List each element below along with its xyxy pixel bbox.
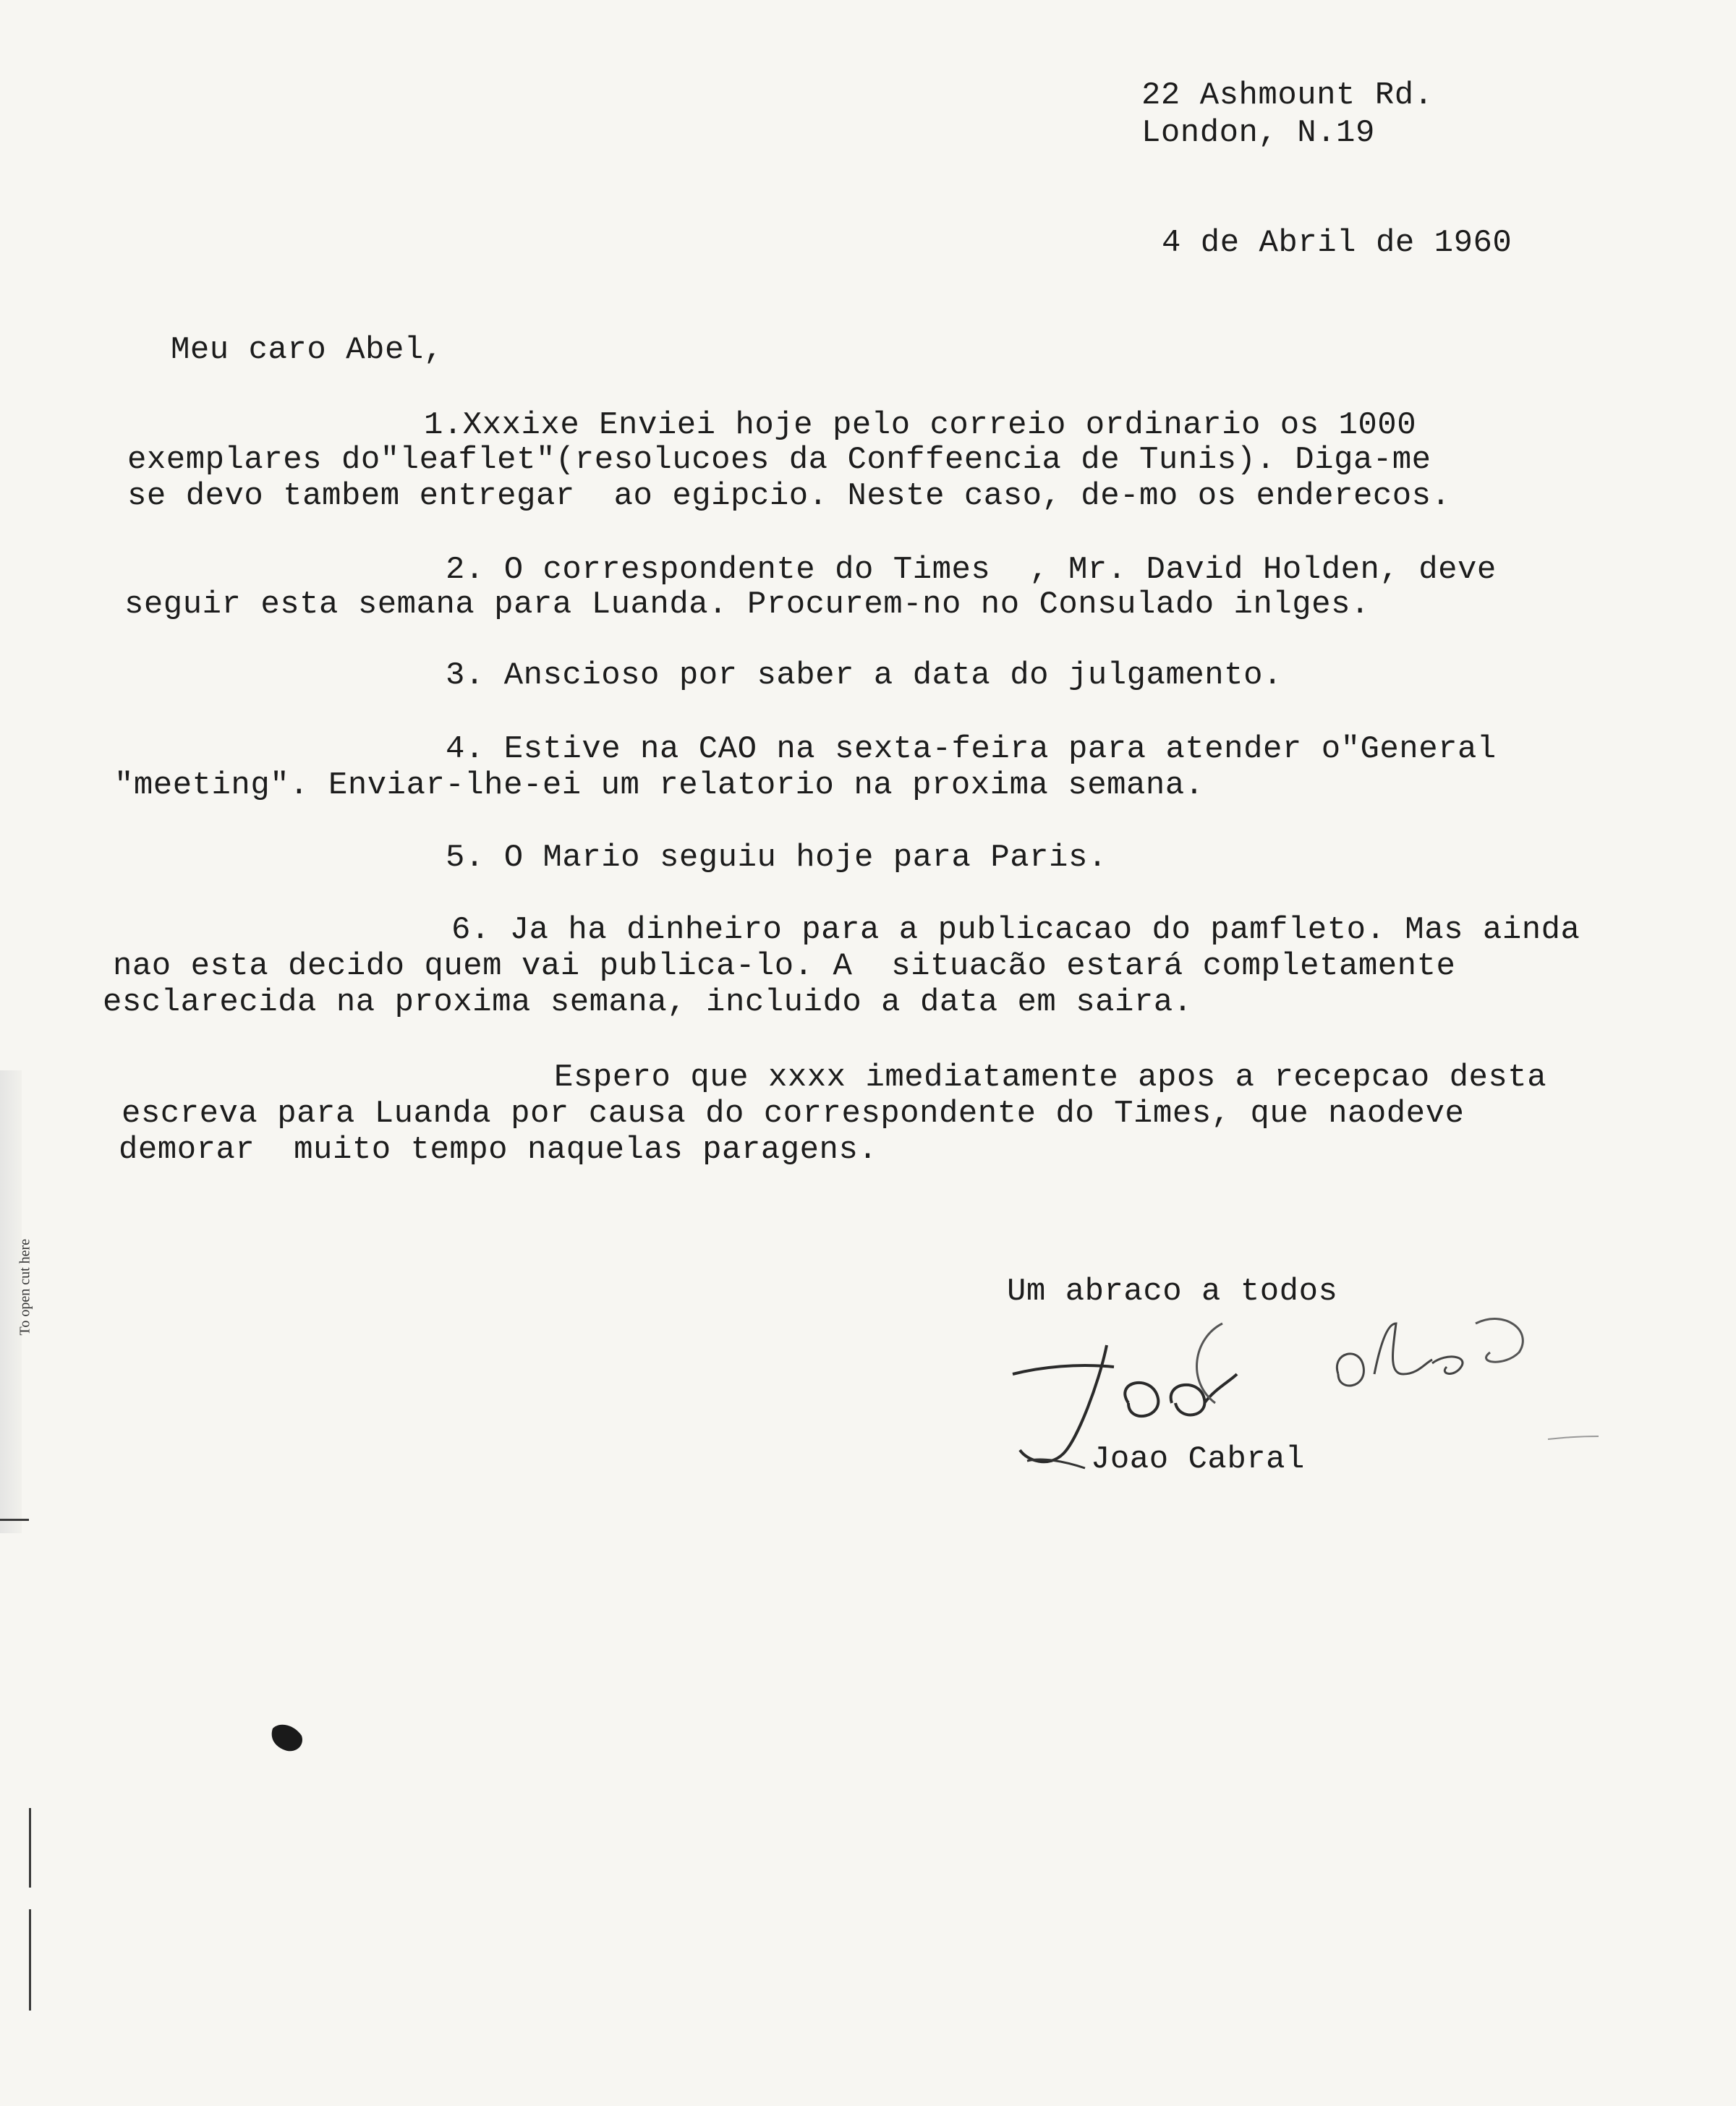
signer-name: Joao Cabral — [1091, 1441, 1305, 1478]
margin-mark — [0, 1519, 29, 1521]
ink-blot — [269, 1721, 305, 1755]
address-line-1: 22 Ashmount Rd. — [1141, 77, 1434, 114]
paragraph-6-line-2: nao esta decido quem vai publica-lo. A situacão estará completamente — [113, 948, 1456, 984]
paragraph-1-line-3: se devo tambem entregar ao egipcio. Neste caso, de-mo os enderecos. — [127, 478, 1451, 514]
paragraph-2-line-2: seguir esta semana para Luanda. Procurem-no no Consulado inlges. — [124, 587, 1370, 623]
address-line-2: London, N.19 — [1141, 115, 1375, 151]
margin-cut-note: To open cut here — [17, 1238, 33, 1336]
paragraph-6-line-3: esclarecida na proxima semana, incluido a data em saira. — [103, 984, 1193, 1020]
paragraph-7-line-2: escreva para Luanda por causa do correspondente do Times, que naodeve — [122, 1096, 1465, 1132]
paragraph-2-line-1: 2. O correspondente do Times , Mr. David Holden, deve — [446, 552, 1497, 588]
paragraph-5-line-1: 5. O Mario seguiu hoje para Paris. — [446, 840, 1107, 876]
paragraph-1-line-1: 1.Xxxixe Enviei hoje pelo correio ordinario os 1000 — [424, 407, 1417, 443]
margin-mark — [29, 1808, 31, 1888]
paragraph-6-line-1: 6. Ja ha dinheiro para a publicacao do pamfleto. Mas ainda — [451, 912, 1580, 948]
letter-date: 4 de Abril de 1960 — [1162, 225, 1512, 261]
paragraph-3-line-1: 3. Anscioso por saber a data do julgamento. — [446, 657, 1282, 694]
closing: Um abraco a todos — [1007, 1274, 1338, 1310]
margin-mark — [29, 1909, 31, 2011]
paragraph-1-line-2: exemplares do"leaflet"(resolucoes da Conffeencia de Tunis). Diga-me — [127, 442, 1431, 478]
paragraph-4-line-1: 4. Estive na CAO na sexta-feira para atender o"General — [446, 731, 1497, 767]
salutation: Meu caro Abel, — [171, 332, 443, 368]
paragraph-7-line-3: demorar muito tempo naquelas paragens. — [119, 1132, 878, 1168]
paragraph-4-line-2: "meeting". Enviar-lhe-ei um relatorio na proxima semana. — [114, 767, 1204, 803]
paragraph-7-line-1: Espero que xxxx imediatamente apos a recepcao desta — [554, 1060, 1547, 1096]
